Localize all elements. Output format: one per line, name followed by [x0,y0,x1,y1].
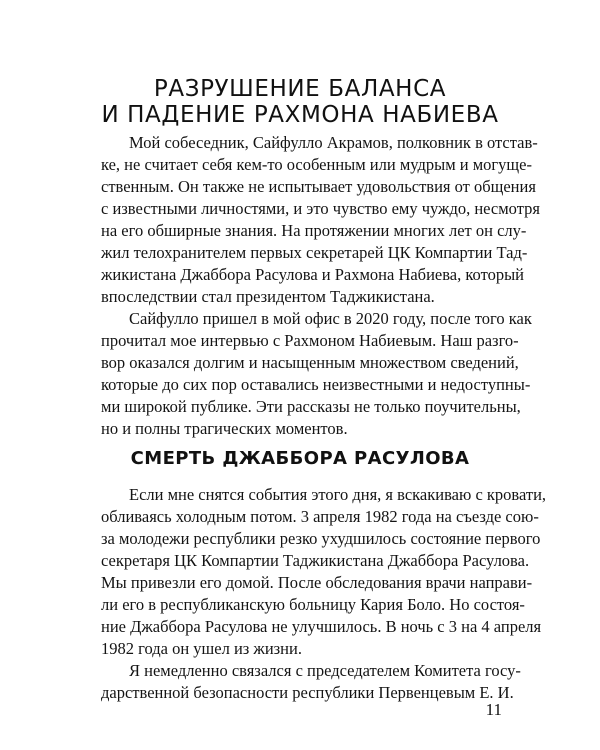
text-line: Сайфулло пришел в мой офис в 2020 году, после того как [129,309,532,328]
text-line: ми широкой публике. Эти рассказы не только поучительны, [101,397,521,416]
text-line: вор оказался долгим и насыщенным множеством сведений, [101,353,519,372]
text-line: 1982 года он ушел из жизни. [101,639,302,658]
section-title: СМЕРТЬ ДЖАББОРА РАСУЛОВА [130,448,470,469]
text-line: Если мне снятся события этого дня, я вскакиваю с кровати, [129,485,547,504]
text-line: но и полны трагических моментов. [101,419,348,438]
page-number: 11 [485,700,502,719]
text-line: на его обширные знания. На протяжении многих лет он слу- [101,221,527,240]
text-line: ли его в республиканскую больницу Кария Боло. Но состоя- [101,595,525,614]
text-line: Мой собеседник, Сайфулло Акрамов, полковник в отстав- [129,133,538,152]
text-line: обливаясь холодным потом. 3 апреля 1982 года на съезде сою- [101,507,539,526]
text-line: Мы привезли его домой. После обследования врачи направи- [101,573,533,592]
text-line: жил телохранителем первых секретарей ЦК Компартии Тад- [101,243,528,262]
text-line: ственным. Он также не испытывает удовольствия от общения [101,177,536,196]
text-line: Я немедленно связался с председателем Комитета госу- [129,661,521,680]
text-line: дарственной безопасности республики Первенцевым Е. И. [101,683,514,702]
text-line: которые до сих пор оставались неизвестными и недоступны- [101,375,531,394]
text-line: секретаря ЦК Компартии Таджикистана Джаббора Расулова. [101,551,530,570]
text-line: ние Джаббора Расулова не улучшилось. В ночь с 3 на 4 апреля [101,617,542,636]
text-line: ке, не считает себя кем-то особенным или мудрым и могуще- [101,155,532,174]
text-line: жикистана Джаббора Расулова и Рахмона Набиева, который [101,265,524,284]
text-line: за молодежи республики резко ухудшилось состояние первого [101,529,541,548]
text-line: впоследствии стал президентом Таджикистана. [101,287,435,306]
text-line: прочитал мое интервью с Рахмоном Набиевым. Наш разго- [101,331,519,350]
chapter-title-line-1: РАЗРУШЕНИЕ БАЛАНСА [153,76,447,102]
chapter-title-line-2: И ПАДЕНИЕ РАХМОНА НАБИЕВА [101,102,499,128]
text-line: с известными личностями, и это чувство ему чуждо, несмотря [101,199,540,218]
